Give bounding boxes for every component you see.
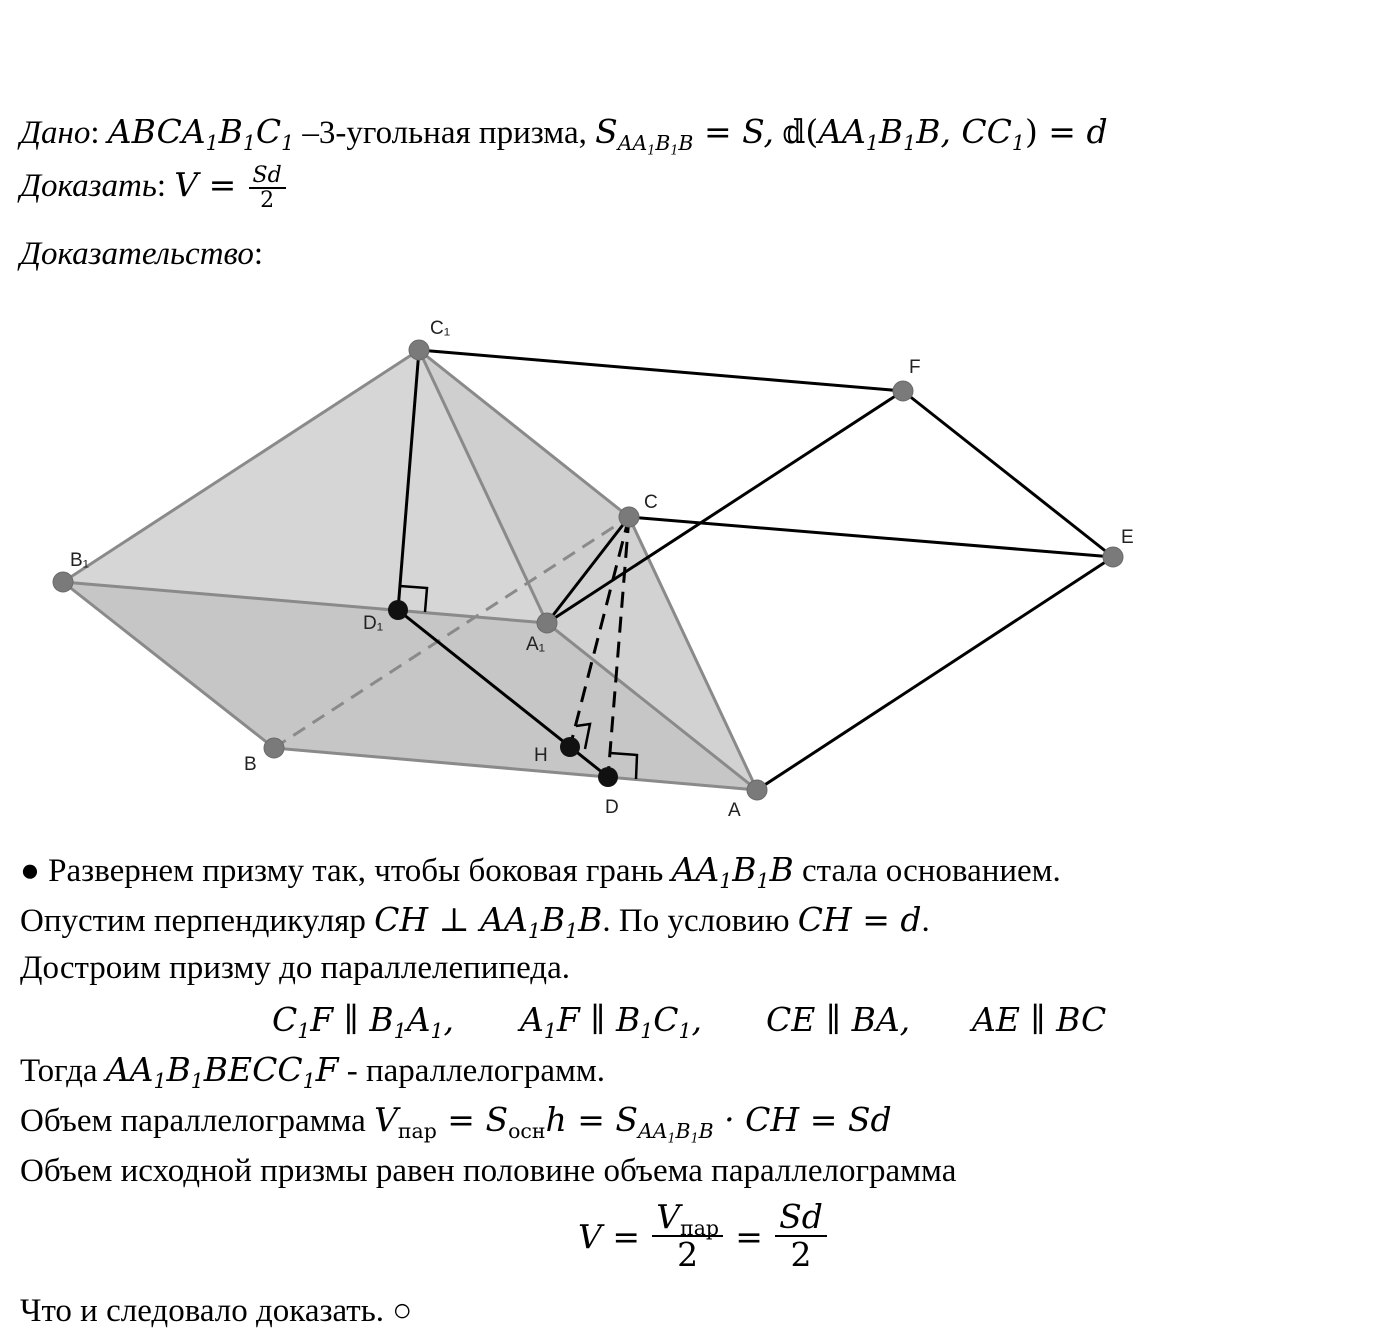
- step-6-formula: $V_{пар} = S_{осн}h = S_{AA_1B_1B}$ · CH = Sd: [374, 1100, 892, 1146]
- label-a: A: [728, 800, 741, 821]
- point-a1: [537, 613, 557, 633]
- step-6: [20, 1100, 892, 1146]
- distance-expression: $𝕕(AA_1B_1B$, $CC_1) = d$: [782, 112, 1108, 156]
- given-line: Дано: $ABCA_1B_1C_1$ –3-угольная призма, $S_{AA_1B_1B} = S$, $𝕕(AA_1B_1B$, $CC_1) = d$: [20, 112, 1108, 158]
- given-label: Дано: [20, 115, 91, 151]
- prove-fraction: [249, 164, 286, 213]
- prove-denominator: 2: [260, 188, 275, 214]
- parallel-1: $C_1F$ ∥ $B_1A_1$,: [272, 1000, 455, 1044]
- step-1-face: $AA_1B_1B$: [671, 850, 794, 894]
- proof-label-line: Доказательство:: [20, 236, 264, 272]
- area-expression: $S_{AA_1B_1B} = S$,: [595, 112, 775, 158]
- final-lhs: V =: [578, 1216, 640, 1256]
- step-7-text: Объем исходной призмы равен половине объема параллелограмма: [20, 1153, 957, 1189]
- final-num-2: Sd: [775, 1200, 827, 1237]
- point-b1: [53, 572, 73, 592]
- step-2-text: Опустим перпендикуляр: [20, 903, 375, 939]
- label-a1: A₁: [526, 634, 546, 655]
- label-c: C: [644, 492, 658, 513]
- line-c1f: [419, 350, 903, 391]
- parallel-2: $A_1F$ ∥ $B_1C_1$,: [520, 1000, 703, 1044]
- step-3: [20, 950, 570, 987]
- point-b: [264, 738, 284, 758]
- line-fe: [903, 391, 1113, 557]
- step-1: [20, 850, 1061, 894]
- face-top-left: [63, 350, 547, 623]
- step-2: [20, 900, 930, 944]
- prism-figure: [0, 300, 1160, 830]
- label-d: D: [605, 797, 619, 818]
- point-c1: [409, 340, 429, 360]
- point-h: [560, 737, 580, 757]
- prove-lhs: V =: [174, 165, 237, 205]
- step-5: [20, 1050, 605, 1094]
- qed-text: Что и следовало доказать. ○: [20, 1293, 413, 1329]
- point-f: [893, 381, 913, 401]
- label-f: F: [909, 357, 921, 378]
- step-7: [20, 1153, 956, 1190]
- step-2-mid: . По условию: [602, 903, 798, 939]
- step-2-condition: CH = d: [797, 900, 922, 939]
- step-5-text: Тогда: [20, 1053, 106, 1089]
- final-den-2: 2: [790, 1234, 812, 1274]
- step-5-tail: - параллелограмм.: [338, 1053, 605, 1089]
- prism-name: $ABCA_1B_1C_1$: [107, 112, 295, 156]
- step-6-text: Объем параллелограмма: [20, 1103, 375, 1139]
- parallel-4: AE ∥ BC: [972, 1000, 1107, 1039]
- point-a: [747, 780, 767, 800]
- point-e: [1103, 547, 1123, 567]
- step-2-perp: CH ⊥ $AA_1B_1B$: [374, 900, 603, 944]
- line-ae: [757, 557, 1113, 790]
- given-dash-text: –3-угольная призма,: [294, 115, 596, 151]
- final-num-1: $V_{пар}$: [652, 1200, 723, 1237]
- prove-numerator: Sd: [249, 164, 286, 189]
- point-d1: [388, 600, 408, 620]
- label-c1: C₁: [430, 318, 451, 339]
- prove-label: Доказать: [20, 168, 157, 205]
- final-equals: =: [735, 1216, 763, 1256]
- label-h: H: [534, 745, 548, 766]
- final-fraction-1: [652, 1197, 723, 1274]
- final-fraction-2: [775, 1197, 827, 1274]
- label-b1: B₁: [70, 550, 90, 571]
- label-e: E: [1121, 527, 1134, 548]
- step-5-shape: $AA_1B_1BECC_1F$: [105, 1050, 339, 1094]
- final-den-1: 2: [677, 1234, 699, 1274]
- parallel-3: CE ∥ BA,: [766, 1000, 911, 1039]
- point-d: [598, 767, 618, 787]
- label-d1: D₁: [363, 613, 384, 634]
- step-2-period: .: [921, 903, 930, 939]
- step-3-text: Достроим призму до параллелепипеда.: [20, 950, 570, 986]
- prove-line: Доказать: V = $\frac{Sd}{2}$: [20, 164, 290, 213]
- proof-label: Доказательство: [20, 236, 254, 272]
- step-1-tail: стала основанием.: [793, 853, 1061, 889]
- label-b: B: [244, 754, 257, 775]
- qed-line: [20, 1293, 412, 1330]
- final-formula: [578, 1197, 831, 1274]
- point-c: [619, 507, 639, 527]
- step-1-text: ● Развернем призму так, чтобы боковая грань: [20, 853, 672, 889]
